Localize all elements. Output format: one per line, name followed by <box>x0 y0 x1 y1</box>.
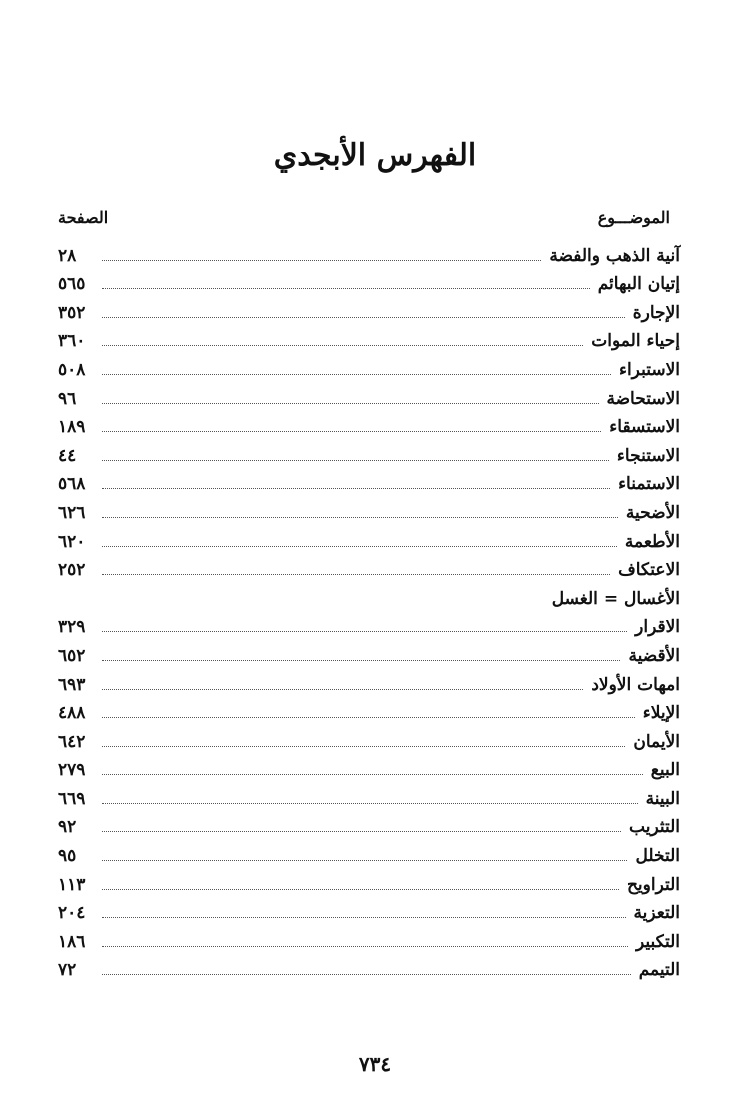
entry-topic: إحياء الموات <box>591 331 680 352</box>
index-entry <box>58 924 680 953</box>
entry-topic: التيمم <box>638 960 680 981</box>
index-entry <box>58 553 680 582</box>
entry-page-number: ٢٠٤ <box>58 903 86 924</box>
entry-page-number: ٣٢٩ <box>58 617 86 638</box>
entry-page-number: ٩٦ <box>58 388 77 409</box>
dot-leader <box>102 773 643 775</box>
entry-page-number: ٣٥٢ <box>58 302 86 323</box>
entry-topic: التكبير <box>635 931 680 952</box>
entry-page-number: ٦٤٢ <box>58 731 86 752</box>
index-entry <box>58 410 680 439</box>
dot-leader <box>102 573 610 575</box>
index-entry <box>58 324 680 353</box>
dot-leader <box>102 688 583 690</box>
entry-topic: إتيان البهائم <box>597 274 680 295</box>
dot-leader <box>102 287 590 289</box>
entry-topic: الاعتكاف <box>618 560 680 581</box>
entry-topic: الاستمناء <box>618 474 680 495</box>
index-entry <box>58 953 680 982</box>
entry-topic: الاقرار <box>635 617 680 638</box>
index-entry <box>58 352 680 381</box>
index-entry <box>58 838 680 867</box>
index-entry <box>58 610 680 639</box>
index-entry <box>58 467 680 496</box>
dot-leader <box>102 888 619 890</box>
entry-topic: الأطعمة <box>624 531 680 552</box>
index-entries <box>58 238 680 981</box>
index-entry <box>58 724 680 753</box>
entry-page-number: ٥٦٥ <box>58 274 86 295</box>
entry-topic: البينة <box>645 788 680 809</box>
entry-topic: الأضحية <box>625 502 680 523</box>
entry-page-number: ١٨٩ <box>58 417 86 438</box>
entry-topic: آنية الذهب والفضة <box>549 245 680 266</box>
entry-page-number: ٩٥ <box>58 846 77 867</box>
index-entry <box>58 495 680 524</box>
entry-page-number: ٩٢ <box>58 817 77 838</box>
entry-page-number: ٦٥٢ <box>58 645 86 666</box>
dot-leader <box>102 459 609 461</box>
index-entry <box>58 638 680 667</box>
dot-leader <box>102 487 610 489</box>
page-column-header: الصفحة <box>58 208 109 227</box>
entry-page-number: ١١٣ <box>58 874 86 895</box>
dot-leader <box>102 430 601 432</box>
entry-topic: الاستحاضة <box>606 388 680 409</box>
entry-topic: الأقضية <box>628 645 680 666</box>
entry-page-number: ٢٨ <box>58 245 77 266</box>
entry-page-number: ٥٦٨ <box>58 474 86 495</box>
index-entry <box>58 896 680 925</box>
index-entry <box>58 667 680 696</box>
dot-leader <box>102 516 618 518</box>
entry-topic: البيع <box>650 760 680 781</box>
dot-leader <box>102 802 638 804</box>
dot-leader <box>102 830 621 832</box>
dot-leader <box>102 859 627 861</box>
index-entry <box>58 753 680 782</box>
entry-topic: الاستنجاء <box>616 445 680 466</box>
index-entry <box>58 524 680 553</box>
index-entry <box>58 238 680 267</box>
entry-page-number: ٥٠٨ <box>58 359 86 380</box>
index-entry <box>58 381 680 410</box>
entry-topic: الأغسال = الغسل <box>551 588 680 609</box>
entry-page-number: ١٨٦ <box>58 931 86 952</box>
dot-leader <box>102 603 544 604</box>
entry-topic: التثريب <box>629 817 680 838</box>
dot-leader <box>102 402 599 404</box>
index-entry <box>58 438 680 467</box>
dot-leader <box>102 259 541 261</box>
entry-page-number: ٢٥٢ <box>58 560 86 581</box>
entry-page-number: ٦٩٣ <box>58 674 86 695</box>
entry-page-number: ٤٨٨ <box>58 703 86 724</box>
dot-leader <box>102 659 620 661</box>
topic-column-header: الموضـــوع <box>597 208 670 227</box>
entry-topic: التراويح <box>626 874 680 895</box>
entry-page-number: ٤٤ <box>58 445 77 466</box>
entry-page-number: ٦٦٩ <box>58 788 86 809</box>
index-entry <box>58 867 680 896</box>
entry-page-number: ٦٢٦ <box>58 502 86 523</box>
index-entry <box>58 295 680 324</box>
entry-topic: الإجارة <box>632 302 680 323</box>
entry-page-number: ٣٦٠ <box>58 331 86 352</box>
index-entry <box>58 696 680 725</box>
dot-leader <box>102 344 583 346</box>
entry-topic: الأيمان <box>633 731 680 752</box>
entry-topic: التخلل <box>635 846 680 867</box>
entry-topic: الاستبراء <box>618 359 680 380</box>
entry-page-number: ٢٧٩ <box>58 760 86 781</box>
dot-leader <box>102 916 626 918</box>
entry-topic: الإيلاء <box>642 703 680 724</box>
dot-leader <box>102 745 625 747</box>
index-entry <box>58 810 680 839</box>
dot-leader <box>102 945 628 947</box>
page-number: ٧٣٤ <box>358 1052 392 1076</box>
index-entry <box>58 581 680 610</box>
dot-leader <box>102 316 625 318</box>
entry-topic: التعزية <box>633 903 680 924</box>
entry-page-number: ٦٢٠ <box>58 531 86 552</box>
index-entry <box>58 781 680 810</box>
entry-page-number: ٧٢ <box>58 960 77 981</box>
dot-leader <box>102 716 635 718</box>
page-title: الفهرس الأبجدي <box>273 138 477 173</box>
dot-leader <box>102 630 627 632</box>
dot-leader <box>102 973 631 975</box>
entry-topic: امهات الأولاد <box>591 674 680 695</box>
entry-topic: الاستسقاء <box>609 417 680 438</box>
dot-leader <box>102 373 611 375</box>
index-entry <box>58 267 680 296</box>
dot-leader <box>102 545 617 547</box>
